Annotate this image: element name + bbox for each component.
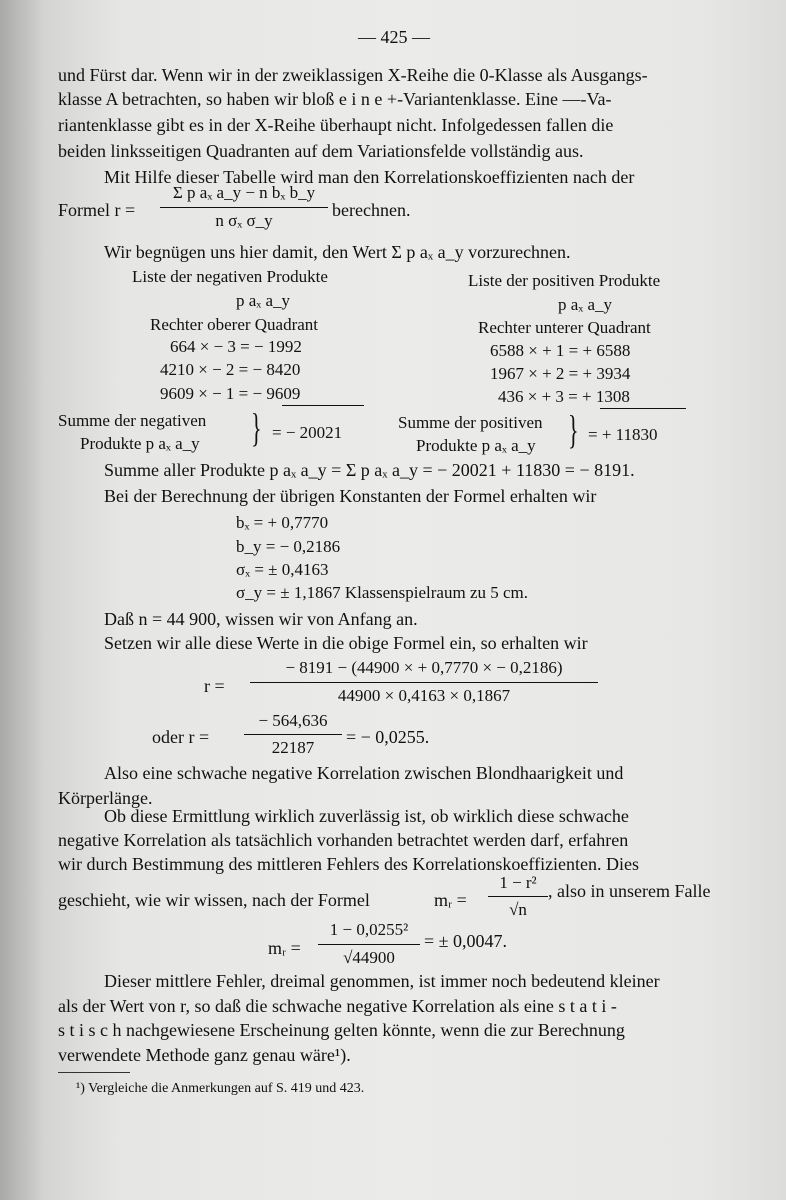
text-line: Wir begnügen uns hier damit, den Wert Σ p aₓ a_y vorzurechnen. xyxy=(104,242,571,262)
sum-rule xyxy=(600,408,686,409)
constant-line: bₓ = + 0,7770 xyxy=(236,513,329,532)
text-line: klasse A betrachten, so haben wir bloß e i n e +-Variantenklasse. Eine —-Va- xyxy=(58,89,612,109)
formula-numerator: 1 − r² xyxy=(499,873,537,892)
text-line: als der Wert von r, so daß die schwache negative Korrelation als eine s t a t i - xyxy=(58,996,617,1016)
formula-result: = ± 0,0047. xyxy=(424,931,508,951)
left-table-row: 664 × − 3 = − 1992 xyxy=(170,337,302,356)
left-table-row: 4210 × − 2 = − 8420 xyxy=(160,360,301,379)
text-line: Setzen wir alle diese Werte in die obige Formel ein, so erhalten wir xyxy=(104,633,588,653)
left-sum-label: Produkte p aₓ a_y xyxy=(80,434,200,453)
right-sum-label: Summe der positiven xyxy=(398,413,543,432)
left-table-title: Liste der negativen Produkte xyxy=(132,267,328,286)
right-table-subtitle: p aₓ a_y xyxy=(558,295,613,314)
formula-denominator: √n xyxy=(509,900,527,919)
constant-line: σ_y = ± 1,1867 Klassenspielraum zu 5 cm. xyxy=(236,583,529,602)
formula-numerator: 1 − 0,0255² xyxy=(329,920,409,939)
total-line: Summe aller Produkte p aₓ a_y = Σ p aₓ a_y = − 20021 + 11830 = − 8191. xyxy=(104,460,635,480)
fraction-bar xyxy=(244,734,342,735)
left-sum-label: Summe der negativen xyxy=(58,411,207,430)
formula-prefix: oder r = xyxy=(152,727,210,747)
left-table-row: 9609 × − 1 = − 9609 xyxy=(160,384,301,403)
right-table-row: 6588 × + 1 = + 6588 xyxy=(490,341,631,360)
right-table-row: 436 × + 3 = + 1308 xyxy=(498,387,630,406)
formula-prefix: mᵣ = xyxy=(434,890,467,910)
right-table-row: 1967 × + 2 = + 3934 xyxy=(490,364,631,383)
formula-suffix: , also in unserem Falle xyxy=(548,881,711,901)
text-line: riantenklasse gibt es in der X-Reihe überhaupt nicht. Infolgedessen fallen die xyxy=(58,115,614,135)
text-line: Ob diese Ermittlung wirklich zuverlässig ist, ob wirklich diese schwache xyxy=(104,806,629,826)
page-number: — 425 — xyxy=(358,27,430,47)
footnote-rule xyxy=(58,1072,130,1073)
formula-numerator: Σ p aₓ a_y − n bₓ b_y xyxy=(172,183,316,202)
text-line: Körperlänge. xyxy=(58,788,153,808)
footnote: ¹) Vergleiche die Anmerkungen auf S. 419 und 423. xyxy=(76,1081,365,1096)
right-sum-value: = + 11830 xyxy=(588,425,658,444)
formula-numerator: − 564,636 xyxy=(258,711,328,730)
brace-icon: } xyxy=(568,407,579,452)
constant-line: σₓ = ± 0,4163 xyxy=(236,560,329,579)
right-table-quadrant: Rechter unterer Quadrant xyxy=(478,318,651,337)
text-line: wir durch Bestimmung des mittleren Fehlers des Korrelationskoeffizienten. Dies xyxy=(58,854,640,874)
fraction-bar xyxy=(160,207,328,208)
left-sum-value: = − 20021 xyxy=(272,423,343,442)
formula-result: = − 0,0255. xyxy=(346,727,430,747)
text-line: verwendete Methode ganz genau wäre¹). xyxy=(58,1045,351,1065)
text-line: Bei der Berechnung der übrigen Konstanten der Formel erhalten wir xyxy=(104,486,597,506)
formula-denominator: n σₓ σ_y xyxy=(215,211,273,230)
fraction-bar xyxy=(250,682,598,683)
brace-icon: } xyxy=(251,405,262,450)
text-line: Dieser mittlere Fehler, dreimal genommen, ist immer noch bedeutend kleiner xyxy=(104,971,660,991)
text-line: negative Korrelation als tatsächlich vorhanden betrachtet werden darf, erfahren xyxy=(58,830,629,850)
left-table-quadrant: Rechter oberer Quadrant xyxy=(150,315,319,334)
formula-denominator: √44900 xyxy=(343,948,395,967)
formula-denominator: 44900 × 0,4163 × 0,1867 xyxy=(337,686,511,705)
text-line: Mit Hilfe dieser Tabelle wird man den Korrelationskoeffizienten nach der xyxy=(104,167,635,187)
formula-prefix: mᵣ = xyxy=(268,938,301,958)
right-sum-label: Produkte p aₓ a_y xyxy=(416,436,536,455)
text-line: beiden linksseitigen Quadranten auf dem Variationsfelde vollständig aus. xyxy=(58,141,584,161)
text-line: geschieht, wie wir wissen, nach der Formel xyxy=(58,890,370,910)
left-table-subtitle: p aₓ a_y xyxy=(236,291,291,310)
constant-line: b_y = − 0,2186 xyxy=(236,537,341,556)
formula-prefix: r = xyxy=(204,676,225,696)
formula-numerator: − 8191 − (44900 × + 0,7770 × − 0,2186) xyxy=(285,658,563,677)
text-line: Daß n = 44 900, wissen wir von Anfang an. xyxy=(104,609,418,629)
text-line: Also eine schwache negative Korrelation zwischen Blondhaarigkeit und xyxy=(104,763,624,783)
formula-suffix: berechnen. xyxy=(332,200,411,220)
fraction-bar xyxy=(488,896,548,897)
text-line: s t i s c h nachgewiesene Erscheinung gelten könnte, wenn die zur Berechnung xyxy=(58,1020,625,1040)
text-line: und Fürst dar. Wenn wir in der zweiklassigen X-Reihe die 0-Klasse als Ausgangs- xyxy=(58,65,648,85)
right-table-title: Liste der positiven Produkte xyxy=(468,271,661,290)
formula-denominator: 22187 xyxy=(271,738,315,757)
sum-rule xyxy=(282,405,364,406)
fraction-bar xyxy=(318,944,420,945)
formula-prefix: Formel r = xyxy=(58,200,136,220)
